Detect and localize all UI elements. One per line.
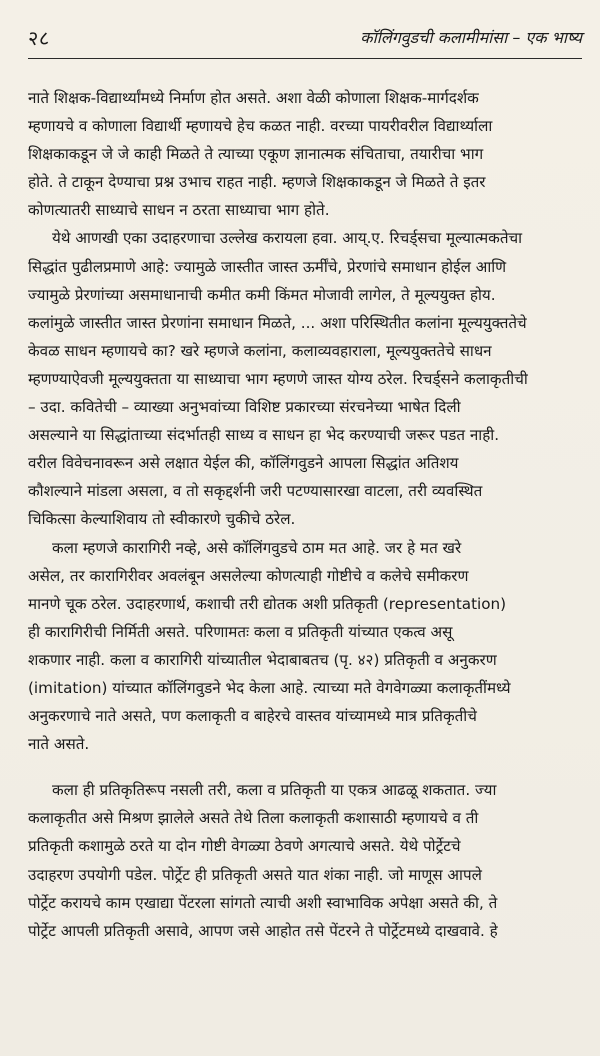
text-line: पोर्ट्रेट आपली प्रतिकृती असावे, आपण जसे आहोत तसे पेंटरने ते पोर्ट्रेटमध्ये दाखवावे. हे [28, 921, 498, 940]
text-line: उदाहरण उपयोगी पडेल. पोर्ट्रेट ही प्रतिकृती असते यात शंका नाही. जो माणूस आपले [28, 865, 482, 884]
text-line: कला म्हणजे कारागिरी नव्हे, असे कॉलिंगवुडचे ठाम मत आहे. जर हे मत खरे [52, 538, 462, 557]
text-line: कलांमुळे जास्तीत जास्त प्रेरणांना समाधान मिळते, ... अशा परिस्थितीत कलांना मूल्ययुक्ततेचे [28, 313, 527, 332]
page-number: २८ [28, 26, 50, 50]
paragraph-4 [28, 776, 582, 945]
text-line: – उदा. कवितेची – व्याख्या अनुभवांच्या विशिष्ट प्रकारच्या संरचनेच्या भाषेत दिली [28, 398, 461, 417]
text-line: नाते शिक्षक-विद्यार्थ्यांमध्ये निर्माण होत असते. अशा वेळी कोणाला शिक्षक-मार्गदर्शक [28, 89, 479, 107]
text-line: ही कारागिरीची निर्मिती असते. परिणामतः कला व प्रतिकृती यांच्यात एकत्व असू [28, 622, 453, 641]
text-line: पोर्ट्रेट करायचे काम एखाद्या पेंटरला सांगतो त्याची अशी स्वाभाविक अपेक्षा असते की, ते [28, 893, 498, 912]
paragraph-2 [28, 224, 582, 533]
text-line: प्रतिकृती कशामुळे ठरते या दोन गोष्टी वेगळ्या ठेवणे अगत्याचे असते. येथे पोर्ट्रेटचे [28, 837, 461, 856]
text-line: शिक्षकाकडून जे जे काही मिळते ते त्याच्या एकूण ज्ञानात्मक संचिताचा, तयारीचा भाग [28, 145, 484, 164]
text-line: ज्यामुळे प्रेरणांच्या असमाधानाची कमीत कमी किंमत मोजावी लागेल, ते मूल्ययुक्त होय. [28, 285, 496, 304]
text-line: कला ही प्रतिकृतिरूप नसली तरी, कला व प्रतिकृती या एकत्र आढळू शकतात. ज्या [52, 781, 497, 800]
text-line: असल्याने या सिद्धांताच्या संदर्भातही साध्य व साधन हा भेद करण्याची जरूर पडत नाही. [28, 426, 500, 445]
text-line: अनुकरणाचे नाते असते, पण कलाकृती व बाहेरचे वास्तव यांच्यामध्ये मात्र प्रतिकृतीचे [28, 707, 477, 726]
text-line: कौशल्याने मांडला असला, व तो सकृद्दर्शनी जरी पटण्यासारखा वाटला, तरी व्यवस्थित [28, 482, 483, 501]
text-line: कलाकृतीत असे मिश्रण झालेले असते तेथे तिला कलाकृती कशासाठी म्हणायचे व ती [28, 809, 479, 828]
text-line: असेल, तर कारागिरीवर अवलंबून असलेल्या कोणत्याही गोष्टीचे व कलेचे समीकरण [28, 566, 469, 585]
text-line: केवळ साधन म्हणायचे का? खरे म्हणजे कलांना, कलाव्यवहाराला, मूल्ययुक्ततेचे साधन [28, 341, 492, 360]
text-line: सिद्धांत पुढीलप्रमाणे आहे: ज्यामुळे जास्तीत जास्त ऊर्मींचे, प्रेरणांचे समाधान होईल आणि [28, 257, 507, 276]
text-line: होते. ते टाकून देण्याचा प्रश्न उभाच राहत नाही. म्हणजे शिक्षकाकडून जे मिळते ते इतर [28, 173, 486, 192]
text-line: म्हणण्याऐवजी मूल्ययुक्तता या साध्याचा भाग म्हणणे जास्त योग्य ठरेल. रिचर्ड्सने कलाकृतीची [28, 369, 528, 388]
text-line: येथे आणखी एका उदाहरणाचा उल्लेख करायला हवा. आय्.ए. रिचर्ड्सचा मूल्यात्मकतेचा [52, 229, 523, 248]
text-line: वरील विवेचनावरून असे लक्षात येईल की, कॉलिंगवुडने आपला सिद्धांत अतिशय [28, 454, 459, 473]
text-line: चिकित्सा केल्याशिवाय तो स्वीकारणे चुकीचे ठरेल. [28, 510, 296, 529]
paragraph-1 [28, 84, 582, 224]
header-rule [28, 58, 582, 59]
paragraph-3 [28, 534, 582, 759]
text-line: मानणे चूक ठरेल. उदाहरणार्थ, कशाची तरी द्योतक अशी प्रतिकृती (representation) [28, 594, 507, 613]
text-line: शकणार नाही. कला व कारागिरी यांच्यातील भेदाबाबतच (पृ. ४२) प्रतिकृती व अनुकरण [28, 650, 497, 669]
running-title: कॉलिंगवुडची कलामीमांसा – एक भाष्य [360, 28, 582, 47]
text-line: (imitation) यांच्यात कॉलिंगवुडने भेद केला आहे. त्याच्या मते वेगवेगळ्या कलाकृतींमध्ये [28, 678, 511, 697]
text-line: नाते असते. [28, 735, 90, 754]
text-line: म्हणायचे व कोणाला विद्यार्थी म्हणायचे हेच कळत नाही. वरच्या पायरीवरील विद्यार्थ्याला [28, 117, 493, 136]
paragraph-gap [28, 758, 582, 776]
page-header [28, 24, 582, 56]
page-body [28, 84, 582, 945]
text-line: कोणत्यातरी साध्याचे साधन न ठरता साध्याचा भाग होते. [28, 201, 330, 220]
